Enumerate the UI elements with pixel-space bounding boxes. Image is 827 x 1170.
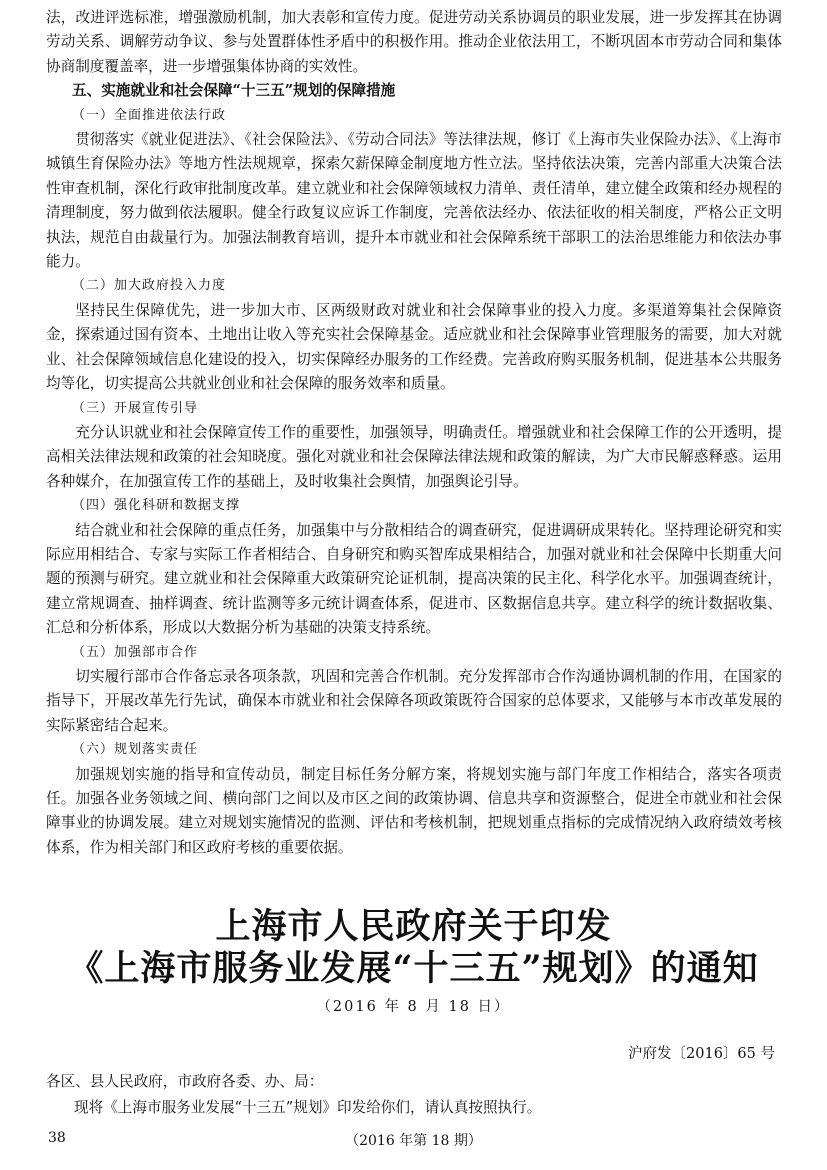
body-paragraph: 加强规划实施的指导和宣传动员，制定目标任务分解方案，将规划实施与部门年度工作相结合，落实各项责任。加强各业务领域之间、横向部门之间以及市区之间的政策协调、信息共享和资源整合，促进全市就业和社会保障事业的协调发展。建立对规划实施情况的监测、评估和考核机制，把规划重点指标的完成情况纳入政府绩效考核体系，作为相关部门和区政府考核的重要依据。 xyxy=(46,765,782,856)
subsection-heading: （四）强化科研和数据支撑 xyxy=(72,498,241,514)
body-paragraph: 切实履行部市合作备忘录各项条款，巩固和完善合作机制。充分发挥部市合作沟通协调机制的作用，在国家的指导下，开展改革先行先试，确保本市就业和社会保障各项政策既符合国家的总体要求，又能够与本市改革发展的实际紧密结合起来。 xyxy=(46,667,782,734)
notice-title-line-2: 《上海市服务业发展“十三五”规划》的通知 xyxy=(68,948,759,989)
notice-recipients: 各区、县人民政府，市政府各委、办、局： xyxy=(46,1073,324,1090)
document-number: 沪府发〔2016〕65 号 xyxy=(628,1046,775,1062)
subsection-heading: （一）全面推进依法行政 xyxy=(72,107,227,123)
body-paragraph: 法，改进评选标准，增强激励机制，加大表彰和宣传力度。促进劳动关系协调员的职业发展，进一步发挥其在协调劳动关系、调解劳动争议、参与处置群体性矛盾中的积极作用。推动企业依法用工，不断巩固本市劳动合同和集体协商制度覆盖率，进一步增强集体协商的实效性。 xyxy=(46,9,782,75)
body-paragraph: 坚持民生保障优先，进一步加大市、区两级财政对就业和社会保障事业的投入力度。多渠道筹集社会保障资金，探索通过国有资本、土地出让收入等充实社会保障基金。适应就业和社会保障事业管理服务的需要，加大对就业、社会保障领域信息化建设的投入，切实保障经办服务的工作经费。完善政府购买服务机制，促进基本公共服务均等化，切实提高公共就业创业和社会保障的服务效率和质量。 xyxy=(46,301,782,393)
section-heading: 五、实施就业和社会保障“十三五”规划的保障措施 xyxy=(72,82,396,100)
issue-info: （2016 年第 18 期） xyxy=(345,1133,482,1149)
notice-date: （2016 年 8 月 18 日） xyxy=(316,999,511,1015)
page-number: 38 xyxy=(48,1130,66,1146)
subsection-heading: （二）加大政府投入力度 xyxy=(72,278,227,294)
notice-title xyxy=(0,906,827,990)
notice-body: 现将《上海市服务业发展“十三五”规划》印发给你们，请认真按照执行。 xyxy=(74,1099,542,1116)
subsection-heading: （六）规划落实责任 xyxy=(72,742,199,758)
body-paragraph: 贯彻落实《就业促进法》、《社会保险法》、《劳动合同法》等法律法规，修订《上海市失业保险办法》、《上海市城镇生育保险办法》等地方性法规规章，探索欠薪保障金制度地方性立法。坚持依法决策，完善内部重大决策合法性审查机制，深化行政审批制度改革。建立就业和社会保障领域权力清单、责任清单，建立健全政策和经办规程的清理制度，努力做到依法履职。健全行政复议应诉工作制度，完善依法经办、依法征收的相关制度，严格公正文明执法，规范自由裁量行为。加强法制教育培训，提升本市就业和社会保障系统干部职工的法治思维能力和依法办事能力。 xyxy=(46,131,782,271)
body-paragraph: 结合就业和社会保障的重点任务，加强集中与分散相结合的调查研究，促进调研成果转化。坚持理论研究和实际应用相结合、专家与实际工作者相结合、自身研究和购买智库成果相结合，加强对就业和社会保障中长期重大问题的预测与研究。建立就业和社会保障重大政策研究论证机制，提高决策的民主化、科学化水平。加强调查统计，建立常规调查、抽样调查、统计监测等多元统计调查体系，促进市、区数据信息共享。建立科学的统计数据收集、汇总和分析体系，形成以大数据分析为基础的决策支持系统。 xyxy=(46,521,782,637)
article-body xyxy=(46,6,782,860)
notice-title-line-1: 上海市人民政府关于印发 xyxy=(215,906,612,947)
subsection-heading: （五）加强部市合作 xyxy=(72,644,199,660)
subsection-heading: （三）开展宣传引导 xyxy=(72,400,199,416)
body-paragraph: 充分认识就业和社会保障宣传工作的重要性，加强领导，明确责任。增强就业和社会保障工作的公开透明，提高相关法律法规和政策的社会知晓度。强化对就业和社会保障法律法规和政策的解读，为广大市民解惑释惑。运用各种媒介，在加强宣传工作的基础上，及时收集社会舆情，加强舆论引导。 xyxy=(46,423,782,490)
